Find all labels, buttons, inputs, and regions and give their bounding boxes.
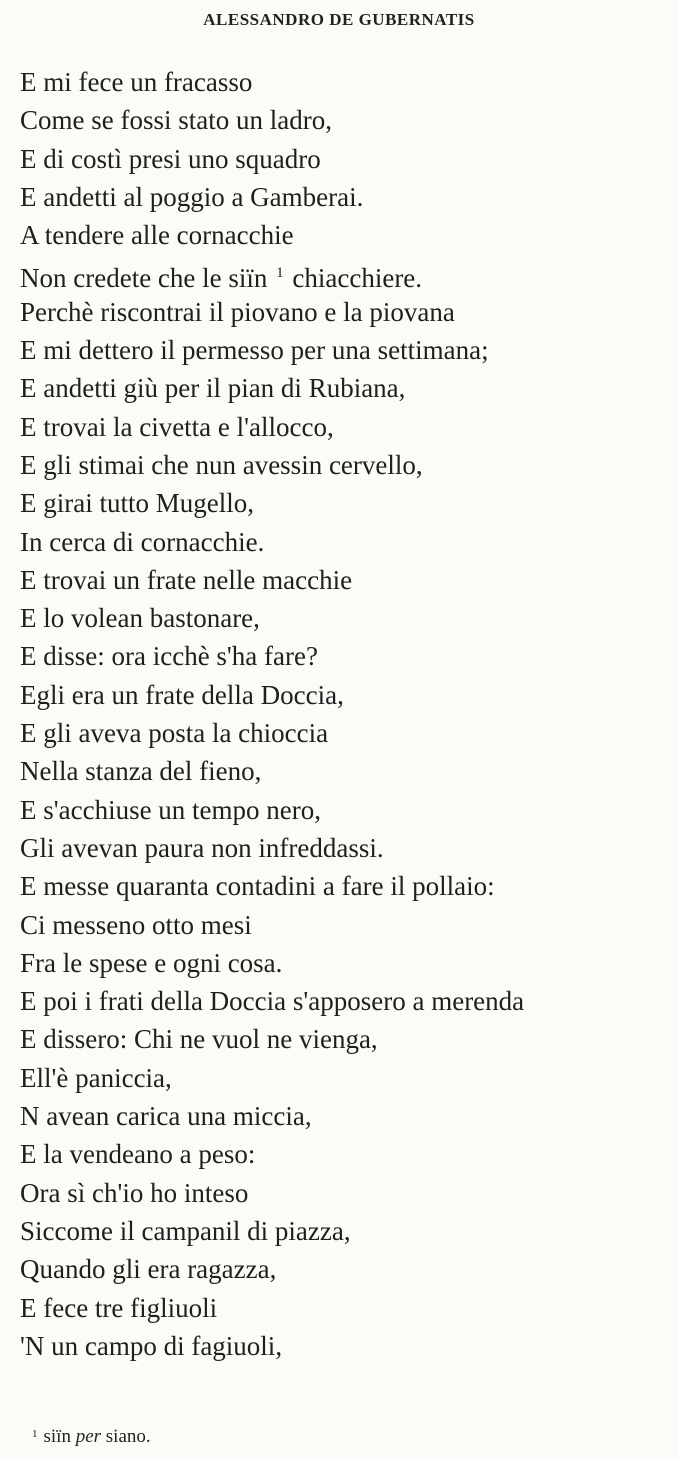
poem-line: E poi i frati della Doccia s'apposero a merenda bbox=[20, 986, 525, 1017]
poem-line: Ci messeno otto mesi bbox=[20, 909, 252, 940]
poem-line: E disse: ora icchè s'ha fare? bbox=[20, 641, 318, 672]
poem-line: E trovai la civetta e l'allocco, bbox=[20, 411, 334, 442]
poem-line: E di costì presi uno squadro bbox=[20, 143, 321, 174]
footnote-reference: 1 bbox=[276, 265, 284, 282]
poem-line: Gli avevan paura non infreddassi. bbox=[20, 832, 384, 863]
poem-line: Egli era un frate della Doccia, bbox=[20, 679, 344, 710]
poem-line: A tendere alle cornacchie bbox=[20, 220, 294, 251]
poem-line: Fra le spese e ogni cosa. bbox=[20, 947, 283, 978]
poem-line: Ora sì ch'io ho inteso bbox=[20, 1177, 249, 1208]
poem-line: N avean carica una miccia, bbox=[20, 1101, 312, 1132]
poem-line: E s'acchiuse un tempo nero, bbox=[20, 794, 322, 825]
poem-line: E trovai un frate nelle macchie bbox=[20, 564, 353, 595]
poem-line: Siccome il campanil di piazza, bbox=[20, 1215, 351, 1246]
poem-line: E girai tutto Mugello, bbox=[20, 488, 254, 519]
poem-line: E andetti giù per il pian di Rubiana, bbox=[20, 373, 406, 404]
poem-line-with-note bbox=[20, 254, 670, 292]
footnote-gloss: siano. bbox=[105, 1426, 151, 1447]
poem-line: E dissero: Chi ne vuol ne vienga, bbox=[20, 1024, 378, 1055]
poem-line: E mi dettero il permesso per una settimana; bbox=[20, 335, 489, 366]
poem-line: Nella stanza del fieno, bbox=[20, 756, 262, 787]
poem-line: E gli aveva posta la chioccia bbox=[20, 718, 329, 749]
poem-line: E gli stimai che nun avessin cervello, bbox=[20, 449, 423, 480]
poem-line: Ell'è paniccia, bbox=[20, 1062, 172, 1093]
poem-line: E andetti al poggio a Gamberai. bbox=[20, 181, 364, 212]
poem-line: Perchè riscontrai il piovano e la piovana bbox=[20, 296, 455, 327]
poem-line: Quando gli era ragazza, bbox=[20, 1254, 277, 1285]
footnote bbox=[32, 1426, 151, 1448]
poem-line-tail: chiacchiere. bbox=[292, 263, 423, 294]
footnote-word: siïn bbox=[43, 1426, 71, 1447]
poem-line: E mi fece un fracasso bbox=[20, 67, 253, 97]
poem-line: E la vendeano a peso: bbox=[20, 1139, 256, 1170]
poem-line: E fece tre figliuoli bbox=[20, 1292, 218, 1323]
poem-line-head: Non credete che le siïn bbox=[20, 263, 268, 294]
poem-body bbox=[20, 63, 670, 1365]
poem-line: 'N un campo di fagiuoli, bbox=[20, 1330, 283, 1361]
poem-line: In cerca di cornacchie. bbox=[20, 526, 265, 557]
poem-line: E messe quaranta contadini a fare il pollaio: bbox=[20, 871, 495, 902]
poem-line: E lo volean bastonare, bbox=[20, 603, 260, 634]
footnote-mark: 1 bbox=[32, 1428, 38, 1440]
poem-line: Come se fossi stato un ladro, bbox=[20, 105, 332, 136]
running-head: ALESSANDRO DE GUBERNATIS bbox=[203, 10, 475, 29]
footnote-per: per bbox=[75, 1426, 102, 1447]
